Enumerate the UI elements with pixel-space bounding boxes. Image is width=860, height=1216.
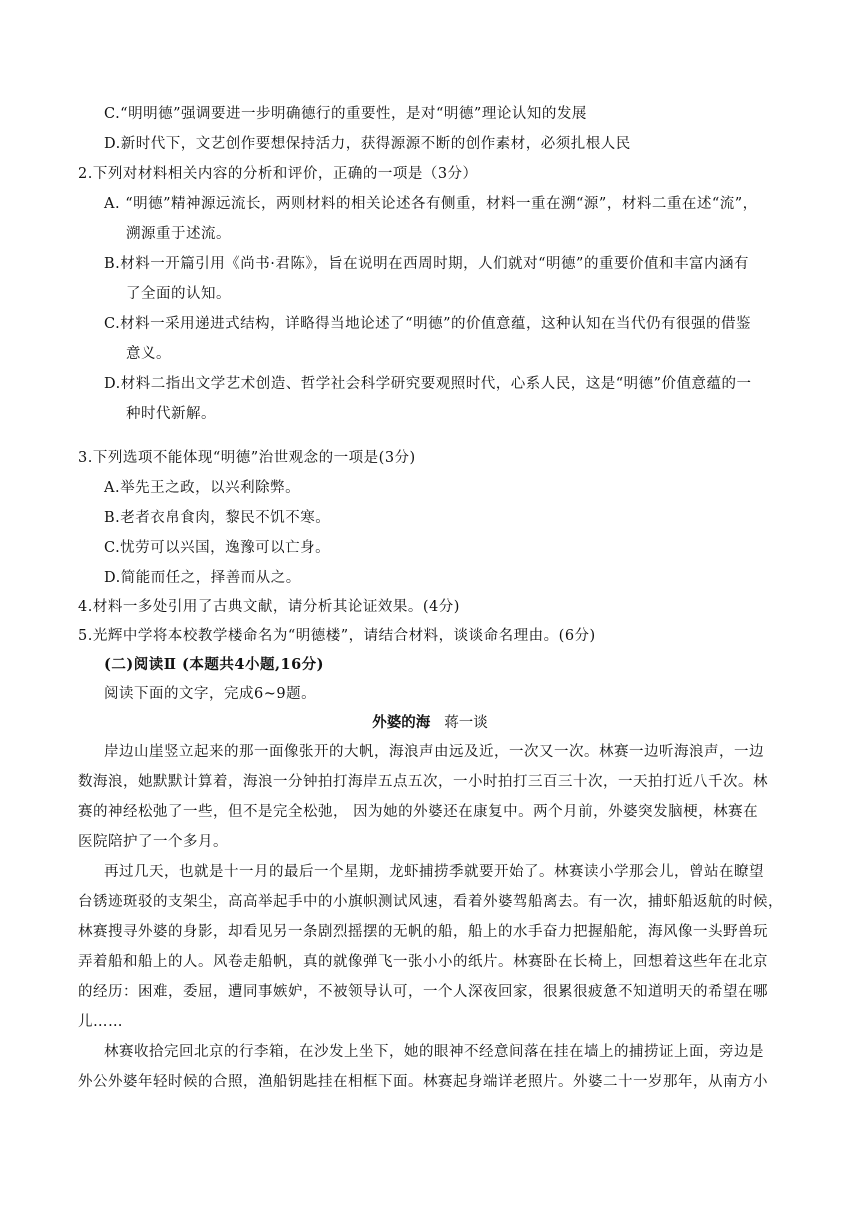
paragraph-1-line4: 医院陪护了一个多月。 xyxy=(78,834,228,850)
paragraph-1-line2: 数海浪，她默默计算着，海浪一分钟拍打海岸五点五次，一小时拍打三百三十次，一天拍打近八千次。林 xyxy=(78,774,768,790)
option-c-q2-line1: C.材料一采用递进式结构，详略得当地论述了“明德”的价值意蕴，这种认知在当代仍有很强的借鉴 xyxy=(104,316,752,332)
option-b-q2-line1: B.材料一开篇引用《尚书·君陈》，旨在说明在西周时期，人们就对“明德”的重要价值和丰富内涵有 xyxy=(104,256,749,272)
option-d-q3: D.简能而任之，择善而从之。 xyxy=(104,570,301,586)
question-5: 5.光辉中学将本校教学楼命名为“明德楼”，请结合材料，谈谈命名理由。(6分) xyxy=(78,628,596,644)
option-d-q2-line1: D.材料二指出文学艺术创造、哲学社会科学研究要观照时代，心系人民，这是“明德”价值意蕴的一 xyxy=(104,376,752,392)
paragraph-2-line2: 台锈迹斑驳的支架尘，高高举起手中的小旗帜测试风速，看着外婆驾船离去。有一次，捕虾船返航的时候， xyxy=(78,894,783,910)
option-c-q2-line2: 意义。 xyxy=(126,346,171,362)
paragraph-3-line2: 外公外婆年轻时候的合照，渔船钥匙挂在相框下面。林赛起身端详老照片。外婆二十一岁那年，从南方小 xyxy=(78,1074,768,1090)
paragraph-1-line3: 赛的神经松弛了一些，但不是完全松弛， 因为她的外婆还在康复中。两个月前，外婆突发脑梗，林赛在 xyxy=(78,804,759,820)
paragraph-2-line1: 再过几天，也就是十一月的最后一个星期，龙虾捕捞季就要开始了。林赛读小学那会儿，曾站在瞭望 xyxy=(104,864,764,880)
section-heading: (二)阅读Ⅱ (本题共4小题,16分) xyxy=(104,656,325,673)
story-author: 蒋一谈 xyxy=(444,715,488,731)
paragraph-2-line5: 的经历：困难，委屈，遭同事嫉妒，不被领导认可，一个人深夜回家，很累很疲惫不知道明天的希望在哪 xyxy=(78,984,768,1000)
option-c-q3: C.忧劳可以兴国，逸豫可以亡身。 xyxy=(104,540,331,556)
story-title: 外婆的海 xyxy=(372,714,431,731)
option-d-q1: D.新时代下，文艺创作要想保持活力，获得源源不断的创作素材，必须扎根人民 xyxy=(104,136,631,152)
question-2: 2.下列对材料相关内容的分析和评价，正确的一项是（3分） xyxy=(78,166,478,182)
question-3: 3.下列选项不能体现“明德”治世观念的一项是(3分) xyxy=(78,450,416,466)
paragraph-2-line4: 弄着船和船上的人。风卷走船帆，真的就像弹飞一张小小的纸片。林赛卧在长椅上，回想着这些年在北京 xyxy=(78,954,768,970)
reading-instruction: 阅读下面的文字，完成6~9题。 xyxy=(104,686,317,702)
option-b-q3: B.老者衣帛食肉，黎民不饥不寒。 xyxy=(104,510,331,526)
paragraph-3-line1: 林赛收拾完回北京的行李箱，在沙发上坐下，她的眼神不经意间落在挂在墙上的捕捞证上面，旁边是 xyxy=(104,1044,764,1060)
option-b-q2-line2: 了全面的认知。 xyxy=(126,286,231,302)
paragraph-1-line1: 岸边山崖竖立起来的那一面像张开的大帆，海浪声由远及近，一次又一次。林赛一边听海浪声，一边 xyxy=(104,744,764,760)
paragraph-2-line3: 林赛搜寻外婆的身影，却看见另一条剧烈摇摆的无帆的船，船上的水手奋力把握船舵，海风像一头野兽玩 xyxy=(78,924,768,940)
option-d-q2-line2: 种时代新解。 xyxy=(126,406,216,422)
option-a-q2-line2: 溯源重于述流。 xyxy=(126,226,231,242)
story-title-line xyxy=(0,713,860,733)
option-c-q1: C.“明明德”强调要进一步明确德行的重要性，是对“明德”理论认知的发展 xyxy=(104,106,587,122)
option-a-q3: A.举先王之政，以兴利除弊。 xyxy=(104,480,301,496)
paragraph-2-line6: 儿…… xyxy=(78,1014,123,1030)
question-4: 4.材料一多处引用了古典文献，请分析其论证效果。(4分) xyxy=(78,599,460,615)
option-a-q2-line1: A. “明德”精神源远流长，两则材料的相关论述各有侧重，材料一重在溯“源”，材料二重在述“流”， xyxy=(104,196,758,212)
